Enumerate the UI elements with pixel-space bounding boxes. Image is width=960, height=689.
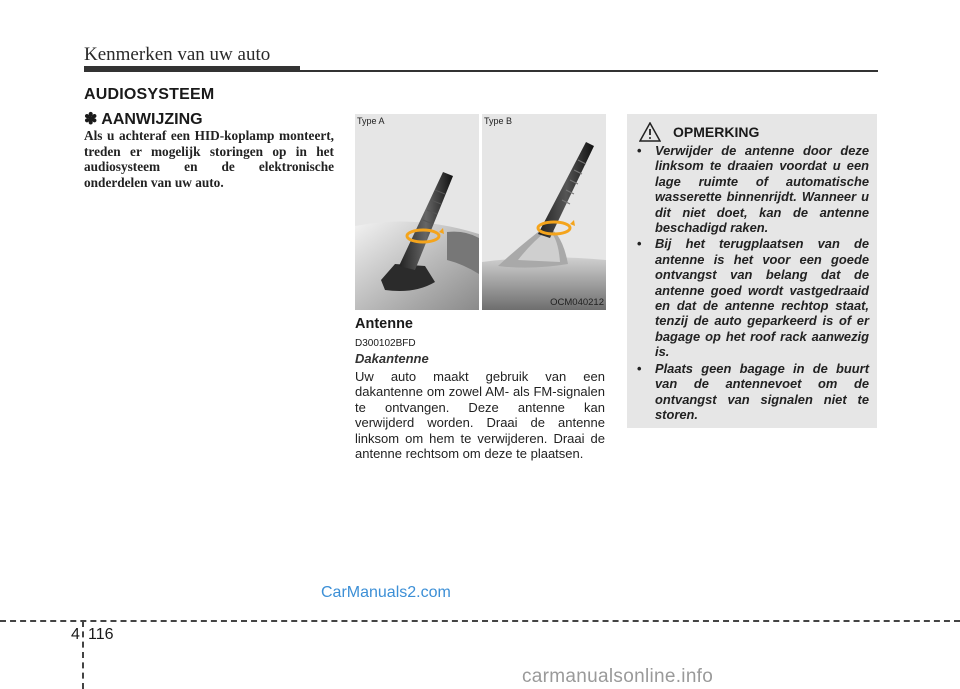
warning-item	[635, 361, 869, 423]
bullet-icon: •	[637, 360, 642, 376]
page-header-title: Kenmerken van uw auto	[84, 44, 271, 65]
antenna-figure-type-b	[482, 114, 606, 310]
antenne-code: D300102BFD	[355, 338, 416, 349]
antenna-type-b-illustration	[482, 114, 606, 310]
figure-label-type-b: Type B	[484, 116, 513, 126]
header-rule-thick	[84, 66, 300, 72]
antenne-body: Uw auto maakt gebruik van een dakantenne om zowel AM- als FM-signalen te ontvangen. Deze antenne kan verwijderd worden. Draai de antenne linksom om hem te verwijderen. Draai de antenne rechtsom om deze te plaatsen.	[355, 369, 605, 462]
note-body: Als u achteraf een HID-koplamp monteert, treden er mogelijk storingen op in het audiosysteem en de elektronische onderdelen van uw auto.	[84, 128, 334, 190]
figure-label-type-a: Type A	[357, 116, 385, 126]
bottom-watermark: carmanualsonline.info	[522, 666, 714, 687]
warning-item	[635, 143, 869, 235]
note-title: AANWIJZING	[101, 111, 203, 128]
warning-triangle-icon	[639, 122, 661, 142]
bullet-icon: •	[637, 236, 642, 252]
warning-item-text: Verwijder de antenne door deze linksom te draaien voordat u een lage ruimte of automatische wasserette binnenrijdt. Wanneer u dit niet doet, kan de antenne beschadigd raken.	[655, 143, 869, 236]
note-heading	[84, 109, 203, 129]
warning-item-text: Plaats geen bagage in de buurt van de antennevoet om de ontvangst van signalen niet te storen.	[655, 360, 869, 422]
antenna-figure-type-a	[355, 114, 479, 310]
page-number: 116	[88, 626, 114, 643]
warning-item-text: Bij het terugplaatsen van de antenne is het voor een goede ontvangst van belang dat de antenne goed wordt vastgedraaid en dat de antenne rechtop staat, tenzij de auto geparkeerd is of er bagage op het roof rack aanwezig is.	[655, 236, 869, 360]
warning-list	[635, 143, 869, 423]
page-chapter-number: 4	[71, 626, 80, 643]
figure-code: OCM040212	[550, 297, 604, 308]
header-rule-thin	[300, 70, 878, 72]
antenne-title: Antenne	[355, 316, 413, 332]
note-symbol-icon: ✽	[84, 111, 98, 128]
warning-item	[635, 236, 869, 359]
bullet-icon: •	[637, 143, 642, 158]
site-watermark-link[interactable]: CarManuals2.com	[321, 584, 451, 601]
footer-dashed-divider	[82, 621, 84, 689]
section-title: AUDIOSYSTEEM	[84, 86, 215, 103]
warning-title: OPMERKING	[673, 124, 760, 140]
antenne-subtitle: Dakantenne	[355, 351, 429, 366]
warning-box	[627, 114, 877, 428]
footer-dashed-rule	[0, 620, 960, 622]
antenna-type-a-illustration	[355, 114, 479, 310]
